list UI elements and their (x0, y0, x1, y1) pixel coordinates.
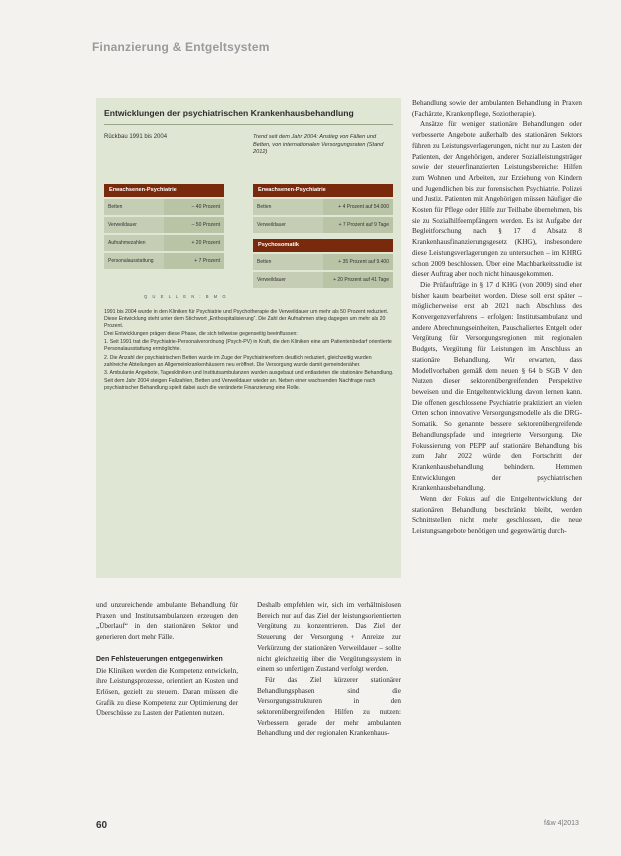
row-label: Betten (253, 254, 323, 270)
adult-psychiatry-trend-table (253, 184, 393, 290)
paragraph: Ansätze für weniger stationäre Behandlungen oder verbesserte Angebote außerhalb des stationären Sektors führen zu Leistungsverlagerungen, nicht nur zu Lasten der Patienten, der Angehörigen, anderer Sozialleistungsträger sowie der steuerfinanzierten Leistungsbereiche: Hilfen zum Wohnen und Arbeiten, zur Erziehung von Kindern und Jugendlichen bis zur forensischen Psychiatrie. Polizei und Justiz. Patienten mit Angehörigen müssen häufiger die Kosten für Pflege oder Hilfe zur Teilhabe übernehmen, bis sie zu Sozialhilfeempfängern werden. Es ist Aufgabe der Begleitforschung nach § 17 d Absatz 8 Krankenhausfinanzierungsgesetz (KHG), insbesondere diese Leistungsverlagerungen zu untersuchen – im KHRG schon 2009 beschlossen. Über eine Machbarkeitsstudie ist dieser Auftrag aber noch nicht hinausgekommen. (412, 120, 582, 279)
table-row (253, 217, 393, 233)
row-value: + 20 Prozent (164, 235, 224, 251)
row-label: Verweildauer (253, 272, 323, 288)
left-caption: Rückbau 1991 bis 2004 (104, 134, 168, 140)
row-label: Betten (253, 199, 323, 215)
row-label: Betten (104, 199, 164, 215)
paragraph: Für das Ziel kürzerer stationärer Behandlungsphasen sind die Versorgungsstrukturen in den sektorenübergreifenden Hilfen zu nutzen: Verbessern gerade der mehr ambulanten Behandlung und der regionalen Krankenhaus- (257, 675, 401, 738)
paragraph: Drei Entwicklungen prägen diese Phase, die sich teilweise gegenseitig beeinflussen: (104, 331, 298, 338)
section-header: Finanzierung & Entgeltsystem (92, 40, 270, 54)
paragraph: Die Prüfaufträge in § 17 d KHG (von 2009) sind eher bisher kaum bearbeitet worden. Diese soll erst später – möglicherweise erst ab 2021 nach Abschluss des Konvergenzverfahrens – erfolgen: Institutsambulanz und andere Abrechnungseinheiten, Pauschaliertes Entgelt oder Vergütung für Versorgungsregionen mit regionalen Budgets, Vergütung für Leistungen im Anschluss an stationäre Behandlung. Wir erwarten, dass Modellvorhaben gemäß dem neuen § 64 b SGB V den Nutzen dieser sektorenübergreifenden Perspektive beweisen und die Entgeltentwicklung davon lernen kann. Die offenen geschlossene Psychiatrie praktiziert an vielen Orten schon innovative Versorgungsmodelle als die DRG-Somatik. So genannte bessere sektorenübergreifende Behandlungspfade und integrierte Versorgung. Die Fokussierung von PEPP auf stationäre Behandlung bis zum Jahr 2022 würde den Fortschritt der Krankenhausbehandlung behindern. Hemmen Entwicklungen der psychiatrischen Krankenhausbehandlung. (412, 280, 582, 493)
right-column-text (412, 98, 582, 537)
paragraph: 3. Ambulante Angebote, Tageskliniken und Institutsambulanzen wurden ausgebaut und entlasteten die stationäre Behandlung. (104, 369, 394, 376)
table-row (104, 199, 224, 215)
table-row (253, 272, 393, 288)
info-box-body (104, 309, 394, 393)
right-caption: Trend seit dem Jahr 2004: Anstieg von Fällen und Betten, von internationalen Versorgungsraten (Stand 2012) (253, 134, 384, 156)
table-row (104, 253, 224, 269)
page-number: 60 (96, 820, 108, 831)
paragraph: Seit dem Jahr 2004 steigen Fallzahlen, Betten und Verweildauer wieder an. Neben einer wachsenden Nachfrage nach psychiatrischer Behandlung spielt dabei auch die veränderte Finanzierung eine Rolle. (104, 377, 376, 391)
table-row (253, 199, 393, 215)
table-header: Psychosomatik (253, 239, 393, 252)
table-row (253, 254, 393, 270)
row-value: + 35 Prozent auf 9.400 (323, 254, 393, 270)
row-value: + 4 Prozent auf 54.000 (323, 199, 393, 215)
column-a-text (96, 600, 238, 719)
row-value: + 7 Prozent (164, 253, 224, 269)
table-source: Q U E L L E N : B M G (144, 294, 228, 299)
row-label: Aufnahmezahlen (104, 235, 164, 251)
paragraph: und unzureichende ambulante Behandlung für Praxen und Institutsambulanzen erzeugen den „Überlauf“ in den stationären Sektor und generieren dort mehr Fälle. (96, 601, 238, 642)
paragraph: 2. Die Anzahl der psychiatrischen Betten wurde im Zuge der Psychiatriereform deutlich reduziert, gleichzeitig wurden zahlreiche Abteilungen an Allgemeinkrankenhäusern neu eröffnet. Die Versorgung wurde damit gemeindenäher. (104, 354, 372, 368)
table-header: Erwachsenen-Psychiatrie (104, 184, 224, 197)
row-value: + 20 Prozent auf 41 Tage (323, 272, 393, 288)
paragraph: Die Kliniken werden die Kompetenz entwickeln, ihre Leistungsprozesse, orientiert an Kosten und Erlösen, gezielt zu steuern. Daran müssen die Grafik zu diese Kompetenz zur Optimierung der Überschüsse zu Lasten der Patienten nutzen. (96, 666, 238, 718)
table-header: Erwachsenen-Psychiatrie (253, 184, 393, 197)
paragraph: 1. Seit 1991 trat die Psychiatrie-Personalverordnung (Psych-PV) in Kraft, die den Kliniken eine am Patientenbedarf orientierte Personalausstattung ermöglichte. (104, 339, 392, 353)
paragraph: Wenn der Fokus auf die Entgeltentwicklung der stationären Behandlung beschränkt bleibt, werden Schnittstellen nicht mehr geschlossen, die neue Leistungsangebote benötigen und gegenwärtig durch- (412, 495, 582, 536)
paragraph: Behandlung sowie der ambulanten Behandlung in Praxen (Fachärzte, Krankenpflege, Soziotherapie). (412, 99, 582, 118)
row-label: Verweildauer (104, 217, 164, 233)
row-label: Personalausstattung (104, 253, 164, 269)
row-value: – 40 Prozent (164, 199, 224, 215)
row-value: + 7 Prozent auf 9 Tage (323, 217, 393, 233)
issue-label: f&w 4|2013 (544, 820, 579, 827)
adult-psychiatry-table (104, 184, 224, 271)
info-box (96, 98, 401, 578)
column-b-text (257, 600, 401, 739)
row-value: – 50 Prozent (164, 217, 224, 233)
table-row (104, 235, 224, 251)
paragraph: 1991 bis 2004 wurde in den Kliniken für Psychiatrie und Psychotherapie die Verweildauer um mehr als 50 Prozent reduziert. Diese Entwicklung steht unter dem Stichwort „Enthospitalisierung“. Die Zahl der Aufnahmen stieg dagegen um mehr als 20 Prozent. (104, 309, 389, 330)
row-label: Verweildauer (253, 217, 323, 233)
info-box-title: Entwicklungen der psychiatrischen Krankenhausbehandlung (104, 108, 354, 118)
table-row (104, 217, 224, 233)
divider (104, 124, 393, 125)
subheading: Den Fehlsteuerungen entgegenwirken (96, 655, 223, 663)
paragraph: Deshalb empfehlen wir, sich im verhältnislosen Bereich nur auf das Ziel der leistungsorientierten Vergütung zu konzentrieren. Das Ziel der Steuerung der Versorgung + Anreize zur Verkürzung der stationären Verweildauer – sollte nicht gleichzeitig über die Vergütungssystem in einem so unfertigen Zustand verfolgt werden. (257, 601, 401, 674)
